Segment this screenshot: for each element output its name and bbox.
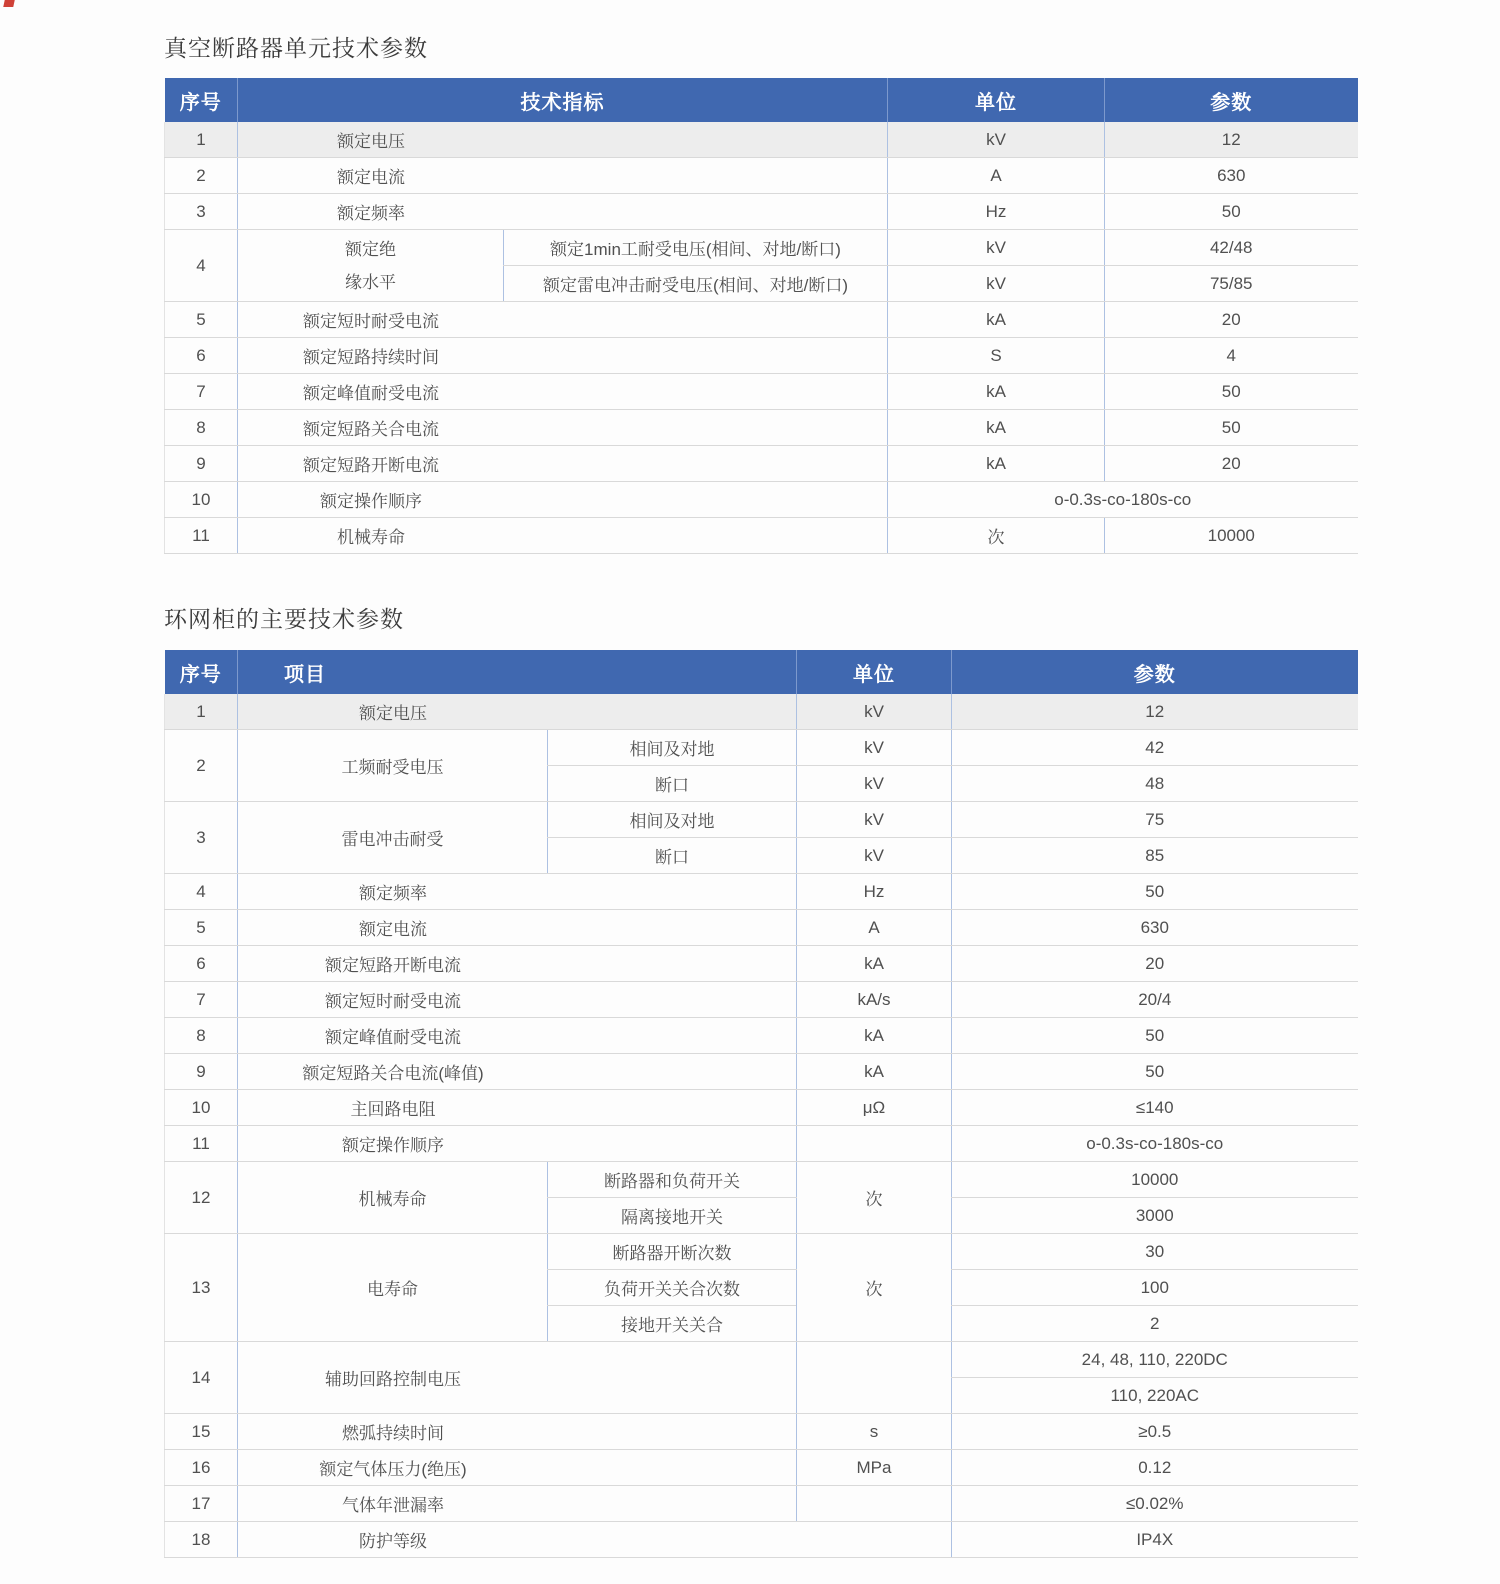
sub-item-cell: 接地开关关合 (548, 1306, 797, 1342)
item-label: 防护等级 (359, 1532, 427, 1551)
item-cell (238, 1090, 797, 1126)
param-cell: 110, 220AC (952, 1378, 1358, 1414)
unit-cell: kV (888, 230, 1105, 266)
sub-item-cell: 断口 (548, 838, 797, 874)
param-cell: 630 (952, 910, 1358, 946)
col-header-unit: 单位 (797, 650, 952, 694)
param-cell: ≤0.02% (952, 1486, 1358, 1522)
item-cell (238, 1342, 797, 1414)
unit-cell: Hz (888, 194, 1105, 230)
param-cell: 20 (1105, 446, 1358, 482)
unit-cell: kA (797, 1018, 952, 1054)
param-cell: 10000 (952, 1162, 1358, 1198)
table-row (165, 946, 1358, 982)
item-label: 额定峰值耐受电流 (303, 384, 439, 403)
unit-cell: 次 (797, 1234, 952, 1342)
item-cell (238, 194, 888, 230)
row-number-cell: 1 (165, 694, 238, 730)
table-row (165, 694, 1358, 730)
unit-cell: kA (888, 302, 1105, 338)
table-row (165, 874, 1358, 910)
row-number-cell: 3 (165, 194, 238, 230)
row-number-cell: 18 (165, 1522, 238, 1558)
item-cell (238, 694, 797, 730)
row-number-cell: 7 (165, 374, 238, 410)
item-cell: 电寿命 (238, 1234, 548, 1342)
item-label: 额定短路持续时间 (303, 348, 439, 367)
unit-cell: 次 (888, 518, 1105, 554)
table1-title: 真空断路器单元技术参数 (164, 35, 428, 61)
unit-cell: kV (797, 766, 952, 802)
item-label: 额定电压 (337, 132, 405, 151)
item-cell (238, 374, 888, 410)
table-row (165, 730, 1358, 766)
param-cell: 12 (1105, 122, 1358, 158)
row-number-cell: 1 (165, 122, 238, 158)
vacuum-breaker-spec-table (164, 78, 1358, 554)
col-header-no: 序号 (165, 78, 238, 122)
table-row (165, 1018, 1358, 1054)
row-number-cell: 2 (165, 158, 238, 194)
unit-cell: kV (797, 802, 952, 838)
param-cell: 2 (952, 1306, 1358, 1342)
item-cell (238, 122, 888, 158)
ring-main-unit-spec-table (164, 650, 1358, 1558)
unit-cell: kA (797, 946, 952, 982)
param-cell: 630 (1105, 158, 1358, 194)
param-cell: 100 (952, 1270, 1358, 1306)
row-number-cell: 11 (165, 518, 238, 554)
row-number-cell: 13 (165, 1234, 238, 1342)
param-cell: 42/48 (1105, 230, 1358, 266)
table-row (165, 1054, 1358, 1090)
param-cell: 75 (952, 802, 1358, 838)
item-cell (238, 1126, 797, 1162)
header-row (165, 650, 1358, 694)
param-cell: 50 (952, 1054, 1358, 1090)
param-cell: 48 (952, 766, 1358, 802)
sub-item-cell: 额定雷电冲击耐受电压(相间、对地/断口) (504, 266, 888, 302)
item-cell (238, 446, 888, 482)
unit-cell: kA/s (797, 982, 952, 1018)
item-label: 燃弧持续时间 (342, 1424, 444, 1443)
unit-cell: kA (797, 1054, 952, 1090)
table-row (165, 194, 1358, 230)
param-cell: o-0.3s-co-180s-co (952, 1126, 1358, 1162)
param-cell: 85 (952, 838, 1358, 874)
col-header-item: 技术指标 (238, 78, 888, 122)
col-header-param: 参数 (952, 650, 1358, 694)
item-cell (238, 410, 888, 446)
unit-cell: Hz (797, 874, 952, 910)
param-cell: 10000 (1105, 518, 1358, 554)
item-label: 主回路电阻 (350, 1100, 436, 1119)
item-cell (238, 230, 504, 302)
param-cell: 0.12 (952, 1450, 1358, 1486)
param-cell: 50 (1105, 410, 1358, 446)
param-cell: 50 (1105, 194, 1358, 230)
item-cell: 雷电冲击耐受 (238, 802, 548, 874)
item-cell (238, 946, 797, 982)
row-number-cell: 7 (165, 982, 238, 1018)
unit-cell: kA (888, 446, 1105, 482)
item-label: 额定操作顺序 (342, 1136, 444, 1155)
corner-mark (3, 0, 14, 7)
table-row (165, 518, 1358, 554)
sub-item-cell: 隔离接地开关 (548, 1198, 797, 1234)
unit-cell: kV (888, 122, 1105, 158)
table-row (165, 1414, 1358, 1450)
param-cell: 12 (952, 694, 1358, 730)
item-label: 额定操作顺序 (320, 492, 422, 511)
unit-cell: kV (797, 694, 952, 730)
table-row (165, 230, 1358, 266)
item-cell (238, 482, 888, 518)
item-cell (238, 1054, 797, 1090)
row-number-cell: 16 (165, 1450, 238, 1486)
table-row (165, 338, 1358, 374)
item-label: 额定电流 (359, 920, 427, 939)
table-row (165, 1126, 1358, 1162)
item-cell (238, 1486, 797, 1522)
item-cell (238, 302, 888, 338)
item-label-line2: 缘水平 (345, 272, 396, 292)
table-row (165, 802, 1358, 838)
table-row (165, 1342, 1358, 1378)
item-cell (238, 1450, 797, 1486)
param-cell: 75/85 (1105, 266, 1358, 302)
item-label: 额定频率 (337, 204, 405, 223)
param-cell: 3000 (952, 1198, 1358, 1234)
row-number-cell: 3 (165, 802, 238, 874)
unit-cell (797, 1486, 952, 1522)
row-number-cell: 8 (165, 1018, 238, 1054)
item-label: 辅助回路控制电压 (325, 1370, 461, 1389)
row-number-cell: 2 (165, 730, 238, 802)
item-cell (238, 338, 888, 374)
param-cell: ≥0.5 (952, 1414, 1358, 1450)
unit-cell: kA (888, 410, 1105, 446)
unit-cell: kA (888, 374, 1105, 410)
row-number-cell: 10 (165, 482, 238, 518)
item-cell (238, 982, 797, 1018)
sub-item-cell: 相间及对地 (548, 730, 797, 766)
table-row (165, 1234, 1358, 1270)
table-row (165, 158, 1358, 194)
row-number-cell: 9 (165, 1054, 238, 1090)
unit-cell: MPa (797, 1450, 952, 1486)
item-label: 机械寿命 (337, 528, 405, 547)
param-cell: 30 (952, 1234, 1358, 1270)
param-cell: 20 (1105, 302, 1358, 338)
row-number-cell: 14 (165, 1342, 238, 1414)
param-cell: 20 (952, 946, 1358, 982)
item-cell (238, 518, 888, 554)
row-number-cell: 9 (165, 446, 238, 482)
unit-cell: kV (797, 730, 952, 766)
param-cell: 20/4 (952, 982, 1358, 1018)
col-header-no: 序号 (165, 650, 238, 694)
param-cell: 4 (1105, 338, 1358, 374)
row-number-cell: 12 (165, 1162, 238, 1234)
item-cell (238, 910, 797, 946)
table2-title: 环网柜的主要技术参数 (164, 606, 404, 632)
unit-cell (797, 1126, 952, 1162)
unit-cell: kV (888, 266, 1105, 302)
row-number-cell: 6 (165, 338, 238, 374)
param-cell: 50 (952, 874, 1358, 910)
item-label: 额定峰值耐受电流 (325, 1028, 461, 1047)
unit-cell: A (797, 910, 952, 946)
item-label: 额定电压 (359, 704, 427, 723)
table-row (165, 374, 1358, 410)
row-number-cell: 4 (165, 874, 238, 910)
param-cell: 24, 48, 110, 220DC (952, 1342, 1358, 1378)
row-number-cell: 17 (165, 1486, 238, 1522)
item-cell: 工频耐受电压 (238, 730, 548, 802)
item-label: 额定电流 (337, 168, 405, 187)
unit-cell: 次 (797, 1162, 952, 1234)
table-row (165, 410, 1358, 446)
header-row (165, 78, 1358, 122)
item-label: 额定短时耐受电流 (325, 992, 461, 1011)
param-merged-cell: o-0.3s-co-180s-co (888, 482, 1358, 518)
item-label: 额定短路关合电流(峰值) (302, 1064, 484, 1083)
unit-cell: s (797, 1414, 952, 1450)
item-label-line1: 额定绝 (345, 239, 396, 259)
col-header-item: 项目 (238, 650, 797, 694)
unit-cell: A (888, 158, 1105, 194)
unit-cell: μΩ (797, 1090, 952, 1126)
table-row (165, 1486, 1358, 1522)
table-row (165, 910, 1358, 946)
row-number-cell: 6 (165, 946, 238, 982)
sub-item-cell: 断口 (548, 766, 797, 802)
row-number-cell: 15 (165, 1414, 238, 1450)
table-row (165, 1522, 1358, 1558)
table-row (165, 982, 1358, 1018)
item-label: 额定短路开断电流 (303, 456, 439, 475)
table-row (165, 122, 1358, 158)
param-cell: ≤140 (952, 1090, 1358, 1126)
item-cell: 机械寿命 (238, 1162, 548, 1234)
item-cell (238, 1018, 797, 1054)
item-label: 额定短路关合电流 (303, 420, 439, 439)
param-cell: 50 (1105, 374, 1358, 410)
row-number-cell: 11 (165, 1126, 238, 1162)
item-label: 气体年泄漏率 (342, 1496, 444, 1515)
item-label: 额定短路开断电流 (325, 956, 461, 975)
table-row (165, 302, 1358, 338)
col-header-unit: 单位 (888, 78, 1105, 122)
unit-cell: S (888, 338, 1105, 374)
param-cell: 42 (952, 730, 1358, 766)
row-number-cell: 10 (165, 1090, 238, 1126)
item-label: 额定气体压力(绝压) (319, 1460, 467, 1479)
table-row (165, 446, 1358, 482)
row-number-cell: 5 (165, 302, 238, 338)
item-label: 额定短时耐受电流 (303, 312, 439, 331)
col-header-param: 参数 (1105, 78, 1358, 122)
row-number-cell: 4 (165, 230, 238, 302)
unit-cell (797, 1342, 952, 1414)
item-cell (238, 874, 797, 910)
item-cell (238, 158, 888, 194)
table-row (165, 1450, 1358, 1486)
param-cell: IP4X (952, 1522, 1358, 1558)
sub-item-cell: 断路器和负荷开关 (548, 1162, 797, 1198)
param-cell: 50 (952, 1018, 1358, 1054)
sub-item-cell: 额定1min工耐受电压(相间、对地/断口) (504, 230, 888, 266)
table-row (165, 1090, 1358, 1126)
sub-item-cell: 负荷开关关合次数 (548, 1270, 797, 1306)
item-cell (238, 1414, 797, 1450)
unit-cell: kV (797, 838, 952, 874)
item-label: 额定频率 (359, 884, 427, 903)
sub-item-cell: 断路器开断次数 (548, 1234, 797, 1270)
table-row (165, 482, 1358, 518)
row-number-cell: 5 (165, 910, 238, 946)
item-cell (238, 1522, 952, 1558)
row-number-cell: 8 (165, 410, 238, 446)
table-row (165, 1162, 1358, 1198)
sub-item-cell: 相间及对地 (548, 802, 797, 838)
